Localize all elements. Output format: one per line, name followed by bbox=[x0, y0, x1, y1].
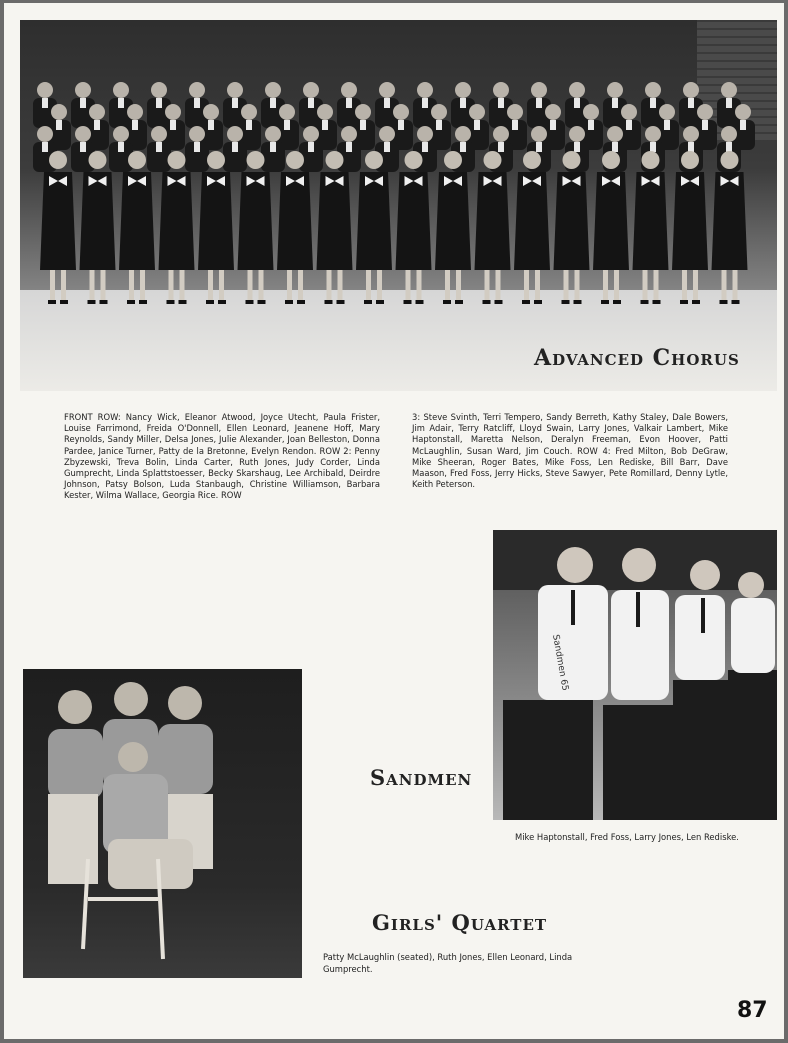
sandmen-caption: Mike Haptonstall, Fred Foss, Larry Jones, Len Rediske. bbox=[515, 832, 739, 842]
chorus-caption-left: FRONT ROW: Nancy Wick, Eleanor Atwood, Joyce Utecht, Paula Frister, Louise Farrimond, Freida O'Donnell, Ellen Leonard, Jeanene Hoff, Mary Reynolds, Sandy Miller, Delsa Jones, Julie Alexander, Joan Belleston, Donna Pardee, Janice Turner, Patty de la Bretonne, Evelyn Rendon. ROW 2: Penny Zbyzewski, Treva Bolin, Linda Carter, Ruth Jones, Judy Corder, Linda Gumprecht, Linda Splattstoesser, Becky Skarshaug, Lee Archibald, Deirdre Johnson, Patsy Bolson, Luda Stanbaugh, Christine Williamson, Barbara Kester, Wilma Wallace, Georgia Rice. ROW bbox=[64, 412, 380, 501]
chorus-caption-right: 3: Steve Svinth, Terri Tempero, Sandy Berreth, Kathy Staley, Dale Bowers, Jim Adair, Terry Ratcliff, Lloyd Swain, Larry Jones, Valkair Lambert, Mike Haptonstall, Maretta Nelson, Deralyn Freeman, Evon Hoover, Patti McLaughlin, Susan Ward, Jim Couch. ROW 4: Fred Milton, Bob DeGraw, Mike Sheeran, Roger Bates, Mike Foss, Len Rediske, Bill Barr, Dave Maason, Fred Foss, Jerry Hicks, Steve Sawyer, Pete Romillard, Denny Lytle, Keith Peterson. bbox=[412, 412, 728, 490]
sandmen-figures bbox=[493, 530, 777, 820]
page-number: 87 bbox=[737, 998, 768, 1023]
advanced-chorus-title: Advanced Chorus bbox=[534, 345, 740, 371]
advanced-chorus-photo bbox=[20, 20, 777, 391]
sandmen-photo bbox=[493, 530, 777, 820]
girls-quartet-photo bbox=[23, 669, 302, 978]
quartet-figures bbox=[23, 669, 302, 978]
girls-quartet-title: Girls' Quartet bbox=[372, 910, 548, 935]
sandmen-jacket-text: Sandmen 65 bbox=[550, 633, 570, 692]
girls-quartet-caption: Patty McLaughlin (seated), Ruth Jones, Ellen Leonard, Linda Gumprecht. bbox=[323, 952, 573, 974]
sandmen-title: Sandmen bbox=[370, 765, 473, 790]
choir-figures bbox=[20, 20, 777, 391]
yearbook-page bbox=[4, 3, 784, 1039]
